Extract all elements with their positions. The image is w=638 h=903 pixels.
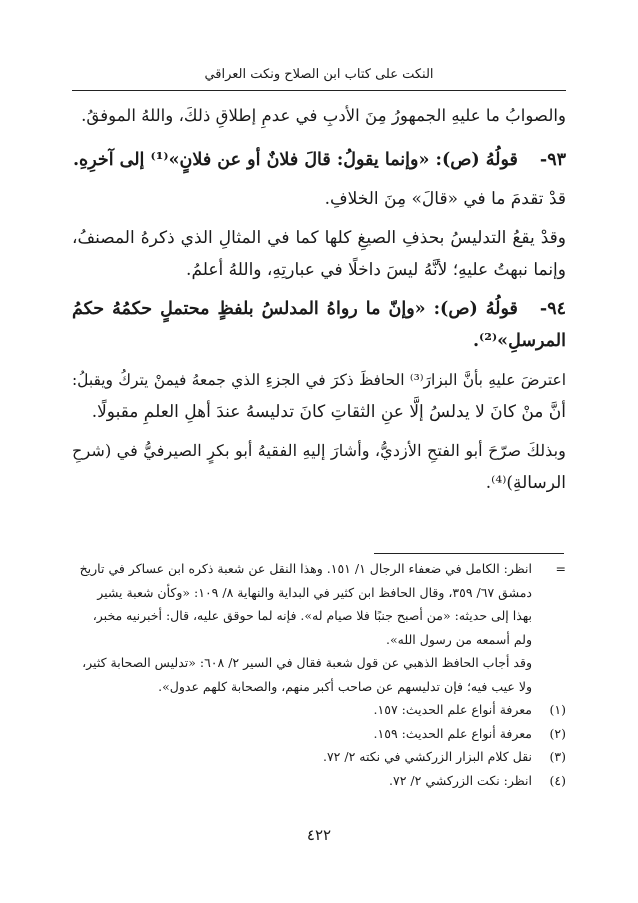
paragraph-5-line-1: وبذلكَ صرّحَ أبو الفتحِ الأزديُّ، وأشارَ إليهِ الفقيهُ أبو بكرٍ الصيرفيُّ في (شرحِ — [72, 441, 566, 460]
footnote-1 — [72, 698, 566, 722]
footnote-3 — [72, 745, 566, 769]
footnote-text: معرفة أنواع علم الحديث: ١٥٩. — [373, 725, 532, 741]
footnote-4 — [72, 769, 566, 793]
section-93-number: ٩٣- — [539, 150, 566, 170]
continuation-marker: = — [555, 561, 566, 576]
footnote-continuation-text: انظر: الكامل في ضعفاء الرجال ١/ ١٥١. وهذا النقل عن شعبة ذكره ابن عساكر في تاريخ — [79, 561, 532, 576]
footnote-divider — [374, 553, 564, 554]
footnote-text: انظر: نكت الزركشي ٢/ ٧٢. — [389, 772, 532, 788]
footnote-marker: (٣) — [549, 749, 566, 764]
paragraph-1: والصوابُ ما عليهِ الجمهورُ مِنَ الأدبِ في عدمِ إطلاقِ ذلكَ، واللهُ الموفقُ. — [81, 106, 566, 125]
paragraph-2: قدْ تقدمَ ما في «قالَ» مِنَ الخلافِ. — [324, 189, 566, 209]
section-93-heading — [72, 144, 566, 176]
section-94-title-line-1: قولُهُ (ص): «وإنّ ما رواهُ المدلسُ بلفظٍ محتملٍ حكمُهُ حكمُ — [72, 299, 518, 319]
footnotes — [72, 557, 566, 792]
footnote-2 — [72, 722, 566, 746]
page-number: ٤٢٢ — [306, 826, 332, 844]
footnote-marker: (٤) — [549, 772, 566, 788]
footnote-text: نقل كلام البزار الزركشي في نكته ٢/ ٧٢. — [322, 749, 532, 764]
running-header: النكت على كتاب ابن الصلاح ونكت العراقي — [204, 67, 434, 82]
header-divider — [72, 90, 566, 91]
paragraph-4-line-2: أنَّ منْ كانَ لا يدلسُ إلَّا عنِ الثقاتِ كانَ تدليسهُ عندَ أهلِ العلمِ مقبولًا. — [91, 402, 566, 422]
footnote-continuation-line: بهذا إلى حديثه: «من أصبح جنبًا فلا صيام له». فإنه لما حوقق عليه، قال: أخبرنيه مخبر، — [92, 608, 532, 623]
paragraph-5-line-2: الرسالةِ)⁽⁴⁾. — [485, 473, 566, 493]
section-93-title: قولُهُ (ص): «وإنما يقولُ: قالَ فلانٌ أو عن فلانٍ»⁽¹⁾ إلى آخرِهِ. — [72, 150, 518, 170]
paragraph-3-line-2: وإنما نبهتُ عليهِ؛ لأنَّهُ ليسَ داخلًا في عبارتِهِ، واللهُ أعلمُ. — [186, 260, 566, 280]
paragraph-3-line-1: وقدْ يقعُ التدليسُ بحذفِ الصيغِ كلها كما في المثالِ الذي ذكرهُ المصنفُ، — [72, 228, 566, 248]
footnote-text: معرفة أنواع علم الحديث: ١٥٧. — [373, 702, 532, 717]
footnote-continuation-line: دمشق ٦٧/ ٣٥٩، وقال الحافظ ابن كثير في البداية والنهاية ٨/ ١٠٩: «وكأن شعبة يشير — [97, 584, 532, 600]
footnote-marker: (٢) — [549, 725, 566, 741]
footnote-marker: (١) — [549, 702, 566, 717]
footnote-continuation-line: وقد أجاب الحافظ الذهبي عن قول شعبة فقال في السير ٢/ ٦٠٨: «تدليس الصحابة كثير، — [82, 655, 532, 670]
paragraph-4-line-1: اعترضَ عليهِ بأنَّ البزارَ⁽³⁾ الحافظَ ذكرَ في الجزءِ الذي جمعهُ فيمنْ يتركُ ويقبلُ: — [72, 371, 566, 389]
footnote-continuation-line: ولم أسمعه من رسول الله». — [386, 631, 532, 647]
footnote-continuation-line: ولا عيب فيه؛ فإن تدليسهم عن صاحب أكبر منهم، والصحابة كلهم عدول». — [158, 678, 532, 694]
section-94-heading — [72, 293, 566, 325]
main-text — [72, 100, 566, 499]
footnote-continuation-line — [72, 557, 566, 581]
section-94-number: ٩٤- — [539, 299, 566, 319]
section-94-title-line-2: المرسلِ»⁽²⁾. — [472, 331, 566, 351]
